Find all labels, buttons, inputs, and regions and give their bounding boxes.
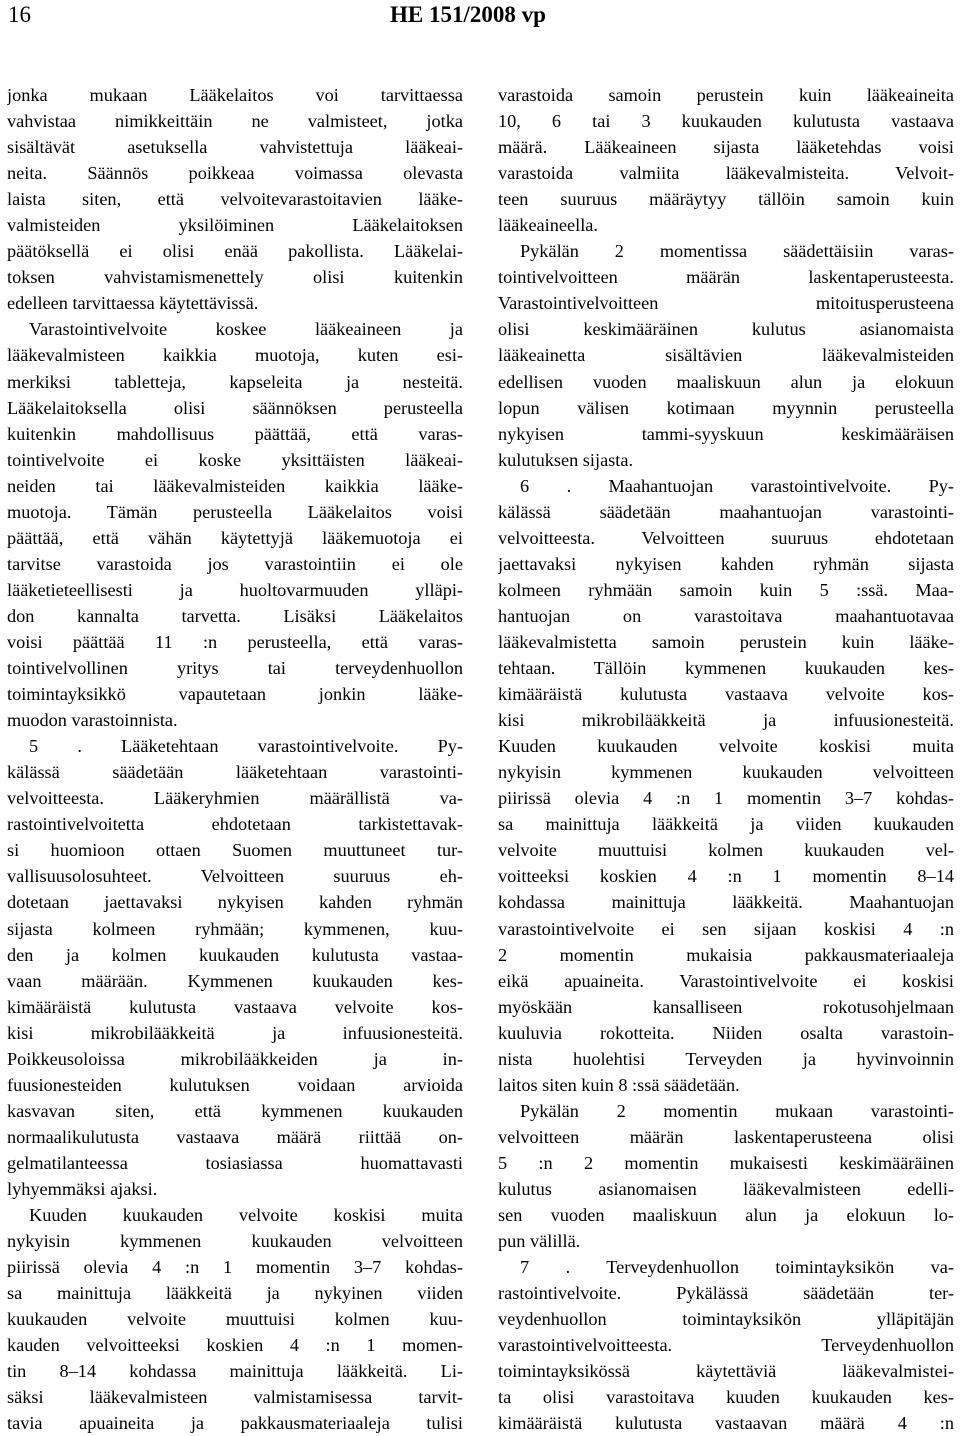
text-line: jonka mukaan Lääkelaitos voi tarvittaessa [7, 85, 463, 105]
text-line: kimääräistä kulutusta vastaavan määrä 4 :n [498, 1413, 954, 1434]
text-line: Poikkeusoloissa mikrobilääkkeiden ja in- [7, 1048, 463, 1069]
text-line: kälässä säädetään lääketehtaan varastointi- [7, 762, 463, 783]
text-line: voitteeksi koskien 4 :n 1 momentin 8–14 [498, 866, 954, 887]
text-line: kuitenkin mahdollisuus päättää, että varas- [7, 423, 463, 444]
text-line: 6 . Maahantuojan varastointivelvoite. Py- [520, 475, 954, 496]
text-line: lääkevalmisteen kaikkia muotoja, kuten esi- [7, 345, 463, 366]
text-line: varastointivelvoite ei sen sijaan koskisi 4 :n [498, 918, 954, 939]
text-line: edelleen tarvittaessa käytettävissä. [7, 293, 259, 314]
text-line: kolmeen ryhmään samoin kuin 5 :ssä. Maa- [498, 579, 954, 600]
text-line: kisi mikrobilääkkeitä ja infuusionesteitä. [7, 1022, 463, 1043]
text-line: laitos siten kuin 8 :ssä säädetään. [498, 1074, 740, 1095]
text-line: myöskään kansalliseen rokotusohjelmaan [498, 996, 954, 1017]
text-line: kohdassa mainittuja lääkkeitä. Maahantuojan [498, 892, 954, 913]
text-line: nykyisen tammi-syyskuun keskimääräisen [498, 423, 954, 444]
text-line: muodon varastoinnista. [7, 710, 178, 731]
text-line: tavia apuaineita ja pakkausmateriaaleja tulisi [7, 1413, 463, 1434]
text-line: lopun välisen kotimaan myynnin perusteella [498, 397, 954, 418]
text-line: sa mainittuja lääkkeitä ja nykyinen viiden [7, 1283, 463, 1304]
text-line: tin 8–14 kohdassa mainittuja lääkkeitä. Li- [7, 1361, 463, 1382]
text-line: kälässä säädetään maahantuojan varastointi- [498, 501, 954, 522]
text-line: kulutuksen sijasta. [498, 449, 634, 470]
text-line: Kuuden kuukauden velvoite koskisi muita [498, 736, 954, 757]
text-line: tointivelvollinen yritys tai terveydenhuollon [7, 658, 463, 679]
text-line: kauden velvoitteeksi koskien 4 :n 1 momen- [7, 1335, 463, 1356]
text-line: valmisteiden yksilöiminen Lääkelaitoksen [7, 215, 463, 236]
text-line: sisältävät asetuksella vahvistettuja lääkeai- [7, 137, 463, 158]
text-line: velvoitteesta. Lääkeryhmien määrällistä va- [7, 788, 463, 809]
text-line: lääkevalmistetta samoin perustein kuin lääke- [498, 631, 954, 652]
text-line: edellisen vuoden maaliskuun alun ja elokuun [498, 371, 954, 392]
text-line: toimintayksikkö vapautetaan jonkin lääke- [7, 684, 463, 705]
text-line: rastointivelvoitetta ehdotetaan tarkistettavak- [7, 814, 463, 835]
text-line: kasvavan siten, että kymmenen kuukauden [7, 1100, 463, 1121]
text-line: 7 . Terveydenhuollon toimintayksikön va- [520, 1257, 954, 1278]
text-line: voisi päättää 11 :n perusteella, että varas- [7, 631, 463, 652]
text-line: määrä. Lääkeaineen sijasta lääketehdas voisi [498, 137, 954, 158]
text-line: sen vuoden maaliskuun alun ja elokuun lo- [498, 1205, 954, 1226]
text-line: sa mainittuja lääkkeitä ja viiden kuukauden [498, 814, 954, 835]
right-text-column [498, 82, 954, 1436]
text-line: säksi lääkevalmisteen valmistamisessa tarvit- [7, 1387, 463, 1408]
text-line: Pykälän 2 momentin mukaan varastointi- [520, 1100, 954, 1121]
text-line: Varastointivelvoite koskee lääkeaineen ja [29, 319, 463, 340]
text-line: den ja kolmen kuukauden kulutusta vastaa- [7, 944, 463, 965]
text-line: tehtaan. Tällöin kymmenen kuukauden kes- [498, 658, 954, 679]
text-line: veydenhuollon toimintayksikön ylläpitäjän [498, 1309, 954, 1330]
text-line: neita. Säännös poikkeaa voimassa olevasta [7, 163, 463, 184]
text-line: si huomioon ottaen Suomen muuttuneet tur- [7, 840, 463, 861]
text-line: merkiksi tabletteja, kapseleita ja nesteitä. [7, 371, 463, 392]
text-line: 2 momentin mukaisia pakkausmateriaaleja [498, 944, 954, 965]
text-line: pun välillä. [498, 1231, 581, 1252]
text-line: rastointivelvoite. Pykälässä säädetään ter- [498, 1283, 954, 1304]
text-line: vaan määrään. Kymmenen kuukauden kes- [7, 970, 463, 991]
text-line: toimintayksikössä käytettäviä lääkevalmistei- [498, 1361, 954, 1382]
text-line: fuusionesteiden kulutuksen voidaan arvioida [7, 1074, 463, 1095]
text-line: nykyisin kymmenen kuukauden velvoitteen [498, 762, 954, 783]
document-code: HE 151/2008 vp [390, 2, 546, 27]
text-line: varastoida samoin perustein kuin lääkeaineita [498, 85, 954, 105]
left-text-column [7, 82, 463, 1436]
text-line: 10, 6 tai 3 kuukauden kulutusta vastaava [498, 111, 954, 132]
text-line: kimääräistä kulutusta vastaava velvoite kos- [7, 996, 463, 1017]
text-line: varastoida valmiita lääkevalmisteita. Velvoit- [498, 163, 954, 184]
text-line: 5 . Lääketehtaan varastointivelvoite. Py- [29, 736, 463, 757]
text-line: nista huolehtisi Terveyden ja hyvinvoinnin [498, 1048, 954, 1069]
text-line: tointivelvoite ei koske yksittäisten lääkeai- [7, 449, 463, 470]
text-line: varastointivelvoitteesta. Terveydenhuollon [498, 1335, 954, 1356]
text-line: hantuojan on varastoitava maahantuotavaa [498, 605, 954, 626]
text-line: gelmatilanteessa tosiasiassa huomattavasti [7, 1152, 463, 1173]
text-line: velvoitteen määrän laskentaperusteena olisi [498, 1126, 954, 1147]
text-line: laista siten, että velvoitevarastoitavien lääke- [7, 189, 463, 210]
text-line: ta olisi varastoitava kuuden kuukauden kes- [498, 1387, 954, 1408]
text-line: toksen vahvistamismenettely olisi kuitenkin [7, 267, 463, 288]
text-line: olisi keskimääräinen kulutus asianomaista [498, 319, 954, 340]
text-line: eikä apuaineita. Varastointivelvoite ei koskisi [498, 970, 954, 991]
page-number: 16 [8, 2, 31, 27]
text-line: Pykälän 2 momentissa säädettäisiin varas- [520, 241, 954, 262]
text-line: Lääkelaitoksella olisi säännöksen perusteella [7, 397, 463, 418]
text-line: kuukauden velvoite muuttuisi kolmen kuu- [7, 1309, 463, 1330]
text-line: velvoitteesta. Velvoitteen suuruus ehdotetaan [498, 527, 954, 548]
text-line: lääkeainetta sisältävien lääkevalmisteiden [498, 345, 954, 366]
text-line: kimääräistä kulutusta vastaava velvoite kos- [498, 684, 954, 705]
text-line: dotetaan jaettavaksi nykyisen kahden ryhmän [7, 892, 463, 913]
text-line: tointivelvoitteen määrän laskentaperusteesta. [498, 267, 954, 288]
text-line: lääkeaineella. [498, 215, 598, 236]
text-line: vahvistaa nimikkeittäin ne valmisteet, jotka [7, 111, 463, 132]
text-line: Varastointivelvoitteen mitoitusperusteena [498, 293, 954, 314]
text-line: päättää, että vähän käytettyjä lääkemuotoja ei [7, 527, 463, 548]
text-line: kisi mikrobilääkkeitä ja infuusionesteitä. [498, 710, 954, 731]
text-line: vallisuusolosuhteet. Velvoitteen suuruus eh- [7, 866, 463, 887]
text-line: don kannalta tarvetta. Lisäksi Lääkelaitos [7, 605, 463, 626]
text-line: lääketieteellisesti ja huoltovarmuuden ylläpi- [7, 579, 463, 600]
text-line: teen suuruus määräytyy tällöin samoin kuin [498, 189, 954, 210]
text-line: sijasta kolmeen ryhmään; kymmenen, kuu- [7, 918, 463, 939]
text-line: kulutus asianomaisen lääkevalmisteen edelli- [498, 1178, 954, 1199]
text-line: nykyisin kymmenen kuukauden velvoitteen [7, 1231, 463, 1252]
text-line: 5 :n 2 momentin mukaisesti keskimääräinen [498, 1152, 954, 1173]
text-line: tarvitse varastoida jos varastointiin ei ole [7, 553, 463, 574]
text-line: neiden tai lääkevalmisteiden kaikkia lääke- [7, 475, 463, 496]
text-line: lyhyemmäksi ajaksi. [7, 1178, 158, 1199]
text-line: kuuluvia rokotteita. Niiden osalta varastoin- [498, 1022, 954, 1043]
text-line: muotoja. Tämän perusteella Lääkelaitos voisi [7, 501, 463, 522]
text-line: päätöksellä ei olisi enää pakollista. Lääkelai- [7, 241, 463, 262]
text-line: piirissä olevia 4 :n 1 momentin 3–7 kohdas- [498, 788, 954, 809]
text-line: Kuuden kuukauden velvoite koskisi muita [29, 1205, 463, 1226]
text-line: jaettavaksi nykyisen kahden ryhmän sijasta [498, 553, 954, 574]
text-line: velvoite muuttuisi kolmen kuukauden vel- [498, 840, 954, 861]
text-line: piirissä olevia 4 :n 1 momentin 3–7 kohdas- [7, 1257, 463, 1278]
text-line: normaalikulutusta vastaava määrä riittää on- [7, 1126, 463, 1147]
